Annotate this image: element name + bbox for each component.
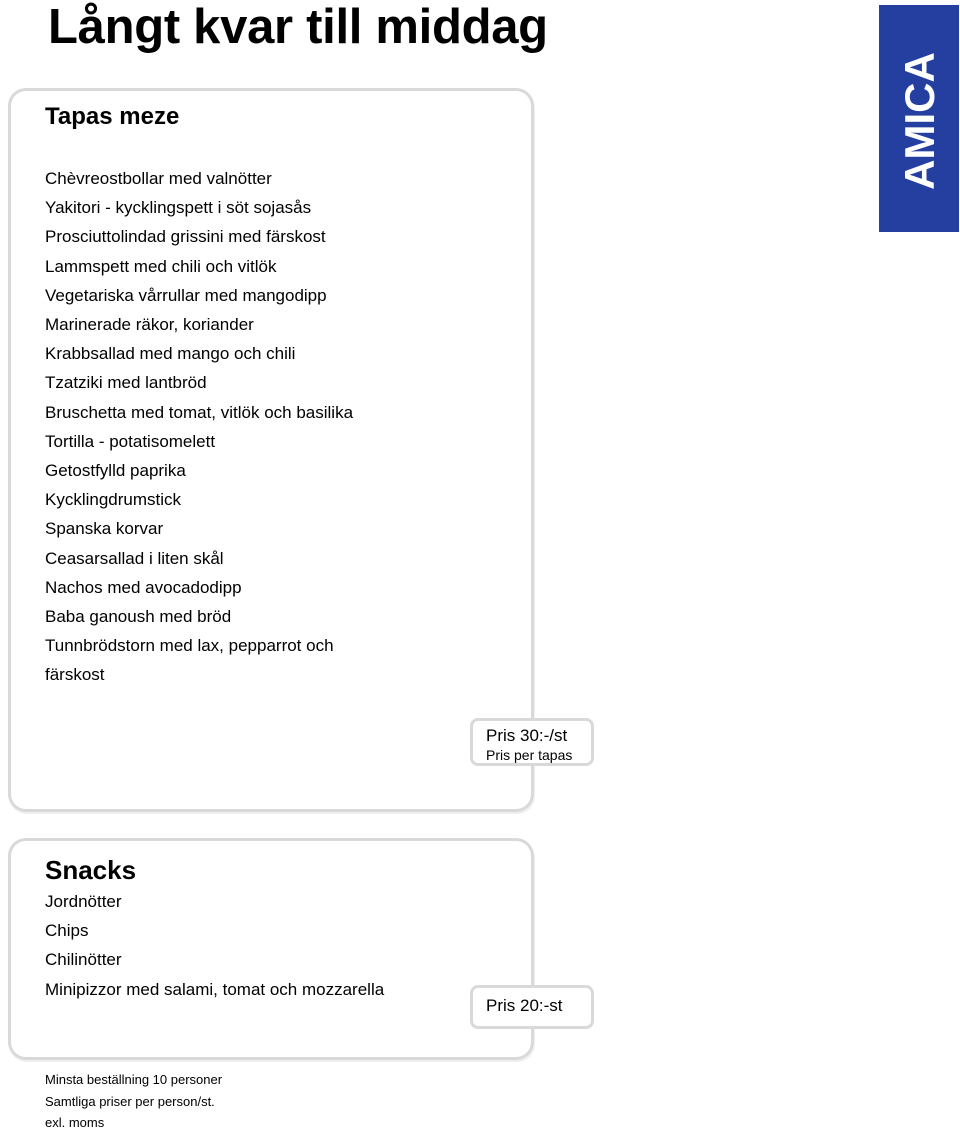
tapas-title: Tapas meze xyxy=(45,103,180,130)
list-item: Lammspett med chili och vitlök xyxy=(45,256,277,276)
amica-logo xyxy=(879,5,959,232)
list-item: Vegetariska vårrullar med mangodipp xyxy=(45,285,327,305)
list-item: Minipizzor med salami, tomat och mozzarella xyxy=(45,979,385,999)
list-item: Ceasarsallad i liten skål xyxy=(45,548,224,568)
list-item: Marinerade räkor, koriander xyxy=(45,315,254,335)
list-item: färskost xyxy=(45,665,105,685)
list-item: Yakitori - kycklingspett i söt sojasås xyxy=(45,198,312,218)
list-item: Tunnbrödstorn med lax, pepparrot och xyxy=(45,636,334,656)
amica-logo-mark xyxy=(879,5,959,232)
snacks-price-box xyxy=(470,985,594,1029)
list-item: Getostfylld paprika xyxy=(45,461,186,481)
footer-line: Minsta beställning 10 personer xyxy=(45,1072,223,1087)
footer-notes xyxy=(45,1069,222,1129)
tapas-price: Pris 30:-/st xyxy=(486,726,568,745)
list-item: Chèvreostbollar med valnötter xyxy=(45,169,272,188)
page-title: Långt kvar till middag xyxy=(48,0,548,54)
list-item: Chips xyxy=(45,921,89,941)
snacks-title: Snacks xyxy=(45,855,137,885)
list-item: Spanska korvar xyxy=(45,519,164,539)
list-item: Tzatziki med lantbröd xyxy=(45,373,207,393)
list-item: Kycklingdrumstick xyxy=(45,490,182,510)
list-item: Prosciuttolindad grissini med färskost xyxy=(45,227,326,247)
snacks-list xyxy=(45,887,384,1004)
snacks-price: Pris 20:-st xyxy=(486,996,563,1015)
tapas-price-note: Pris per tapas xyxy=(486,747,573,763)
list-item: Chilinötter xyxy=(45,950,122,970)
logo-text: AMICA xyxy=(896,52,943,190)
list-item: Nachos med avocadodipp xyxy=(45,577,242,597)
list-item: Baba ganoush med bröd xyxy=(45,607,232,627)
list-item: Krabbsallad med mango och chili xyxy=(45,344,296,364)
list-item: Tortilla - potatisomelett xyxy=(45,431,216,451)
tapas-list xyxy=(45,164,353,690)
list-item: Bruschetta med tomat, vitlök och basilika xyxy=(45,402,354,422)
list-item: Jordnötter xyxy=(45,892,122,911)
footer-line: exl. moms xyxy=(45,1115,105,1129)
tapas-price-box xyxy=(470,718,594,766)
footer-line: Samtliga priser per person/st. xyxy=(45,1093,215,1109)
